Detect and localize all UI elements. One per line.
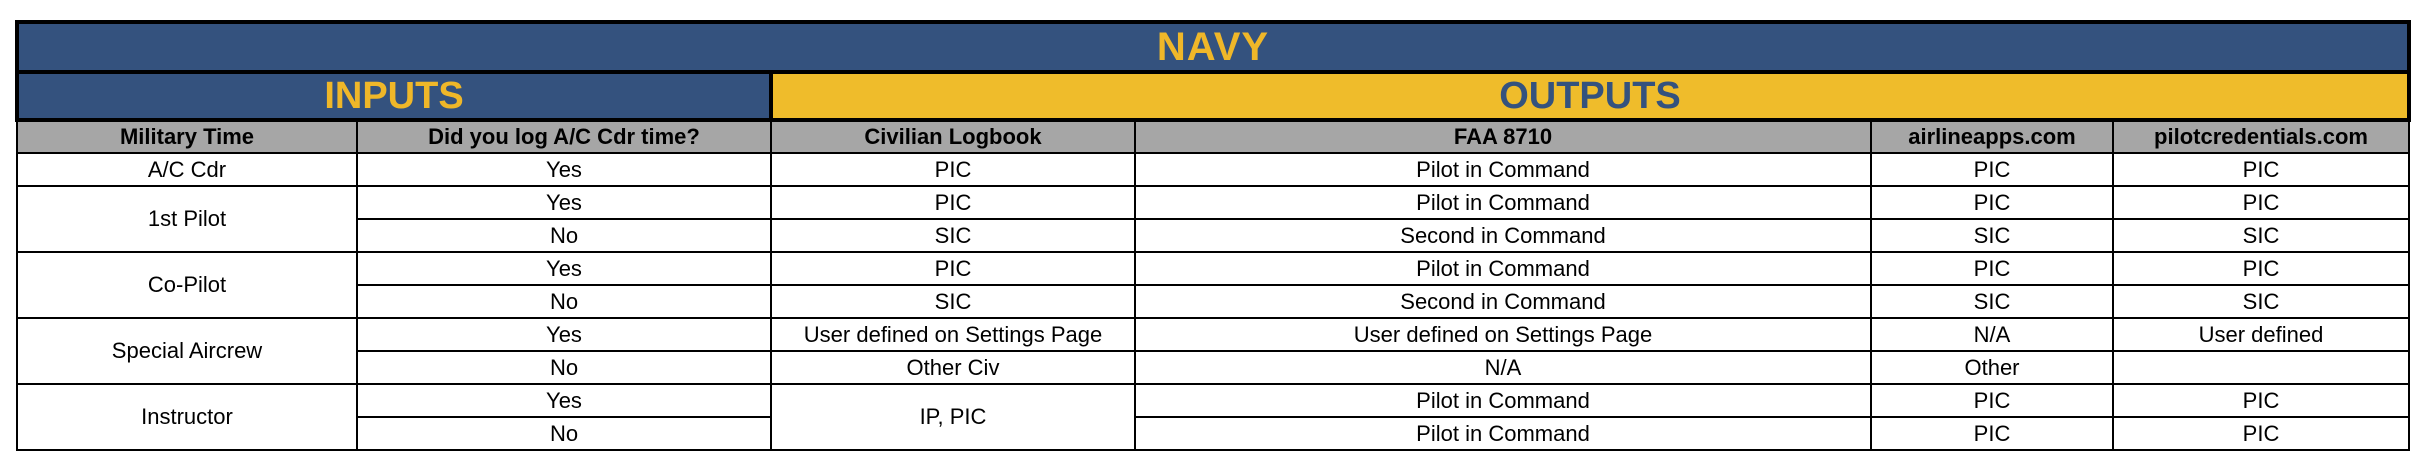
navy-conversion-table-wrapper xyxy=(15,20,2407,451)
logged-cell: Yes xyxy=(357,384,771,417)
banner-title: NAVY xyxy=(17,22,2409,72)
column-header-military-time: Military Time xyxy=(17,120,357,153)
pilotcredentials-cell: PIC xyxy=(2113,186,2409,219)
pilotcredentials-cell: PIC xyxy=(2113,252,2409,285)
faa-8710-cell: Pilot in Command xyxy=(1135,252,1871,285)
table-row xyxy=(17,351,2409,384)
civilian-logbook-cell: PIC xyxy=(771,153,1135,186)
pilotcredentials-cell xyxy=(2113,351,2409,384)
faa-8710-cell: Pilot in Command xyxy=(1135,153,1871,186)
airlineapps-cell: PIC xyxy=(1871,252,2113,285)
banner-row xyxy=(17,22,2409,72)
logged-cell: No xyxy=(357,219,771,252)
pilotcredentials-cell: PIC xyxy=(2113,384,2409,417)
logged-cell: Yes xyxy=(357,252,771,285)
navy-conversion-table xyxy=(15,20,2411,451)
airlineapps-cell: SIC xyxy=(1871,285,2113,318)
airlineapps-cell: N/A xyxy=(1871,318,2113,351)
faa-8710-cell: Pilot in Command xyxy=(1135,384,1871,417)
pilotcredentials-cell: User defined xyxy=(2113,318,2409,351)
airlineapps-cell: PIC xyxy=(1871,153,2113,186)
logged-cell: No xyxy=(357,351,771,384)
logged-cell: Yes xyxy=(357,153,771,186)
civilian-logbook-cell: IP, PIC xyxy=(771,384,1135,450)
airlineapps-cell: Other xyxy=(1871,351,2113,384)
table-row xyxy=(17,318,2409,351)
pilotcredentials-cell: SIC xyxy=(2113,219,2409,252)
military-time-cell: Co-Pilot xyxy=(17,252,357,318)
airlineapps-cell: SIC xyxy=(1871,219,2113,252)
column-header-airlineapps: airlineapps.com xyxy=(1871,120,2113,153)
pilotcredentials-cell: PIC xyxy=(2113,153,2409,186)
logged-cell: Yes xyxy=(357,186,771,219)
logged-cell: Yes xyxy=(357,318,771,351)
military-time-cell: Instructor xyxy=(17,384,357,450)
civilian-logbook-cell: PIC xyxy=(771,186,1135,219)
logged-cell: No xyxy=(357,285,771,318)
section-row xyxy=(17,72,2409,120)
table-row xyxy=(17,285,2409,318)
faa-8710-cell: N/A xyxy=(1135,351,1871,384)
faa-8710-cell: Second in Command xyxy=(1135,285,1871,318)
table-row xyxy=(17,252,2409,285)
pilotcredentials-cell: SIC xyxy=(2113,285,2409,318)
table-row xyxy=(17,153,2409,186)
civilian-logbook-cell: SIC xyxy=(771,285,1135,318)
faa-8710-cell: Pilot in Command xyxy=(1135,417,1871,450)
airlineapps-cell: PIC xyxy=(1871,417,2113,450)
faa-8710-cell: Second in Command xyxy=(1135,219,1871,252)
column-header-logged-acdr: Did you log A/C Cdr time? xyxy=(357,120,771,153)
column-header-faa-8710: FAA 8710 xyxy=(1135,120,1871,153)
inputs-section-header: INPUTS xyxy=(17,72,771,120)
logged-cell: No xyxy=(357,417,771,450)
table-row xyxy=(17,219,2409,252)
airlineapps-cell: PIC xyxy=(1871,384,2113,417)
airlineapps-cell: PIC xyxy=(1871,186,2113,219)
pilotcredentials-cell: PIC xyxy=(2113,417,2409,450)
column-header-row xyxy=(17,120,2409,153)
table-row xyxy=(17,186,2409,219)
military-time-cell: Special Aircrew xyxy=(17,318,357,384)
civilian-logbook-cell: User defined on Settings Page xyxy=(771,318,1135,351)
military-time-cell: 1st Pilot xyxy=(17,186,357,252)
column-header-civilian-logbook: Civilian Logbook xyxy=(771,120,1135,153)
civilian-logbook-cell: Other Civ xyxy=(771,351,1135,384)
table-row xyxy=(17,417,2409,450)
table-row xyxy=(17,384,2409,417)
civilian-logbook-cell: PIC xyxy=(771,252,1135,285)
column-header-pilotcredentials: pilotcredentials.com xyxy=(2113,120,2409,153)
outputs-section-header: OUTPUTS xyxy=(771,72,2409,120)
civilian-logbook-cell: SIC xyxy=(771,219,1135,252)
faa-8710-cell: Pilot in Command xyxy=(1135,186,1871,219)
faa-8710-cell: User defined on Settings Page xyxy=(1135,318,1871,351)
military-time-cell: A/C Cdr xyxy=(17,153,357,186)
